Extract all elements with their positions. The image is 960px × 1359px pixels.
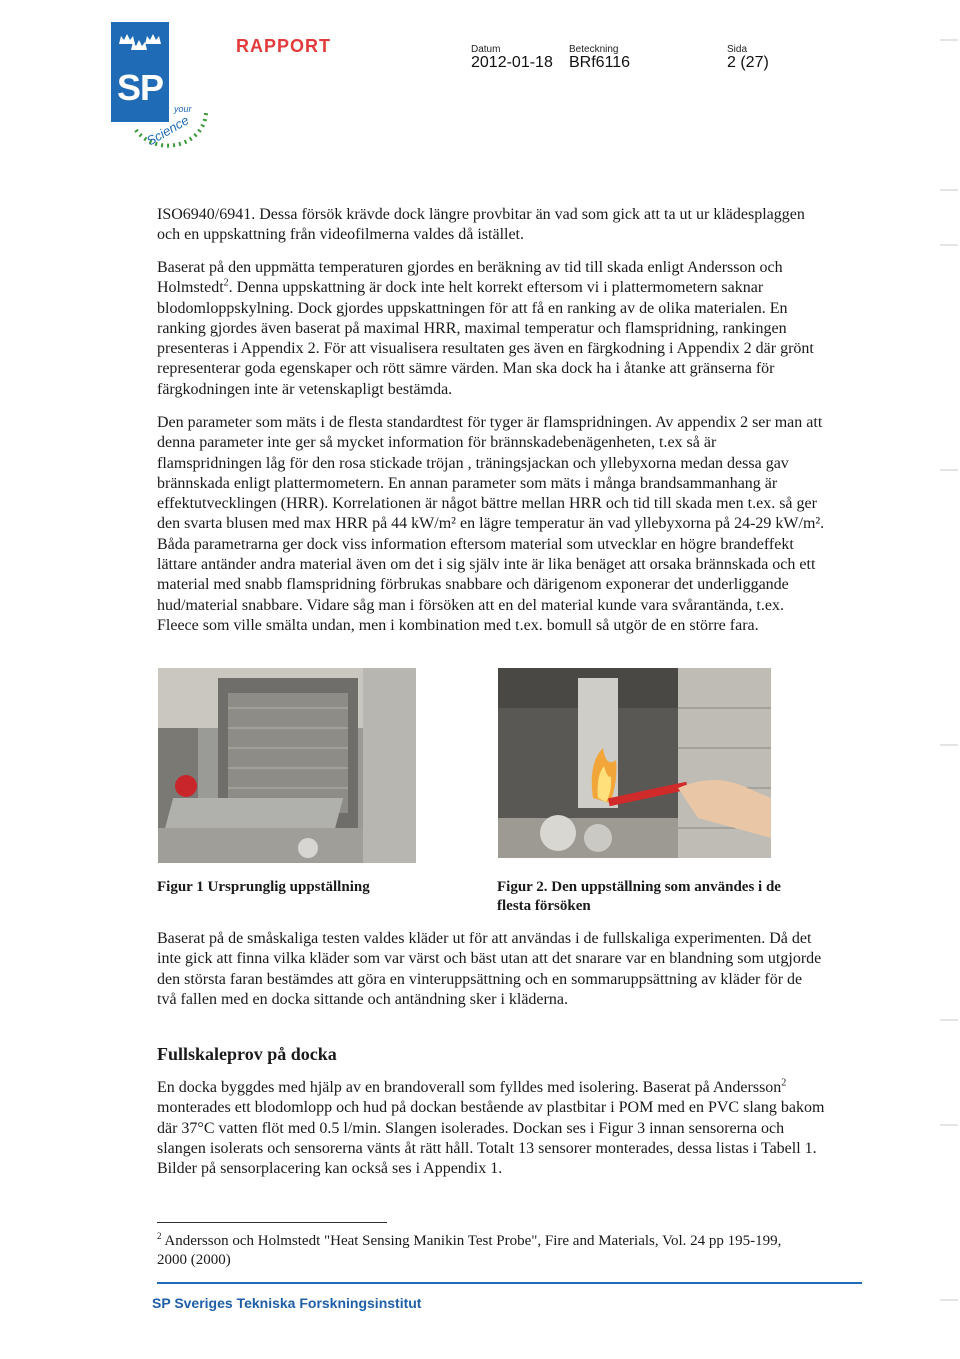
section-heading: Fullskaleprov på docka xyxy=(157,1044,337,1064)
science-partner-tagline-icon xyxy=(128,92,218,164)
footnote-ref: 2 xyxy=(781,1077,787,1089)
reference-label: Beteckning xyxy=(569,44,619,55)
footer-divider xyxy=(157,1282,862,1284)
footnote xyxy=(157,1232,807,1270)
page-number: 2 (27) xyxy=(727,54,769,71)
reference-value: BRf6116 xyxy=(569,54,631,71)
crowns-icon xyxy=(117,30,163,50)
svg-text:your: your xyxy=(174,104,192,114)
paragraph-5-part-a: En docka byggdes med hjälp av en brandoverall som fylldes med isolering. Baserat på Andersson xyxy=(157,1079,782,1096)
paragraph-3: Den parameter som mäts i de flesta standardtest för tyger är flamspridningen. Av appendix 2 ser man att denna parameter inte ger så mycket information för brännskadebenägenheten, t.ex så är flamspridningen låg för den rosa stickade tröjan , träningsjackan och yllebyxorna medan dessa gav brännskada enligt plattermometern. En annan parameter som mäts i många brandsammanhang är effektutvecklingen (HRR). Korrelationen är något bättre mellan HRR och tid till skada men t.ex. så ger den svarta blusen med max HRR på 44 kW/m² en lägre temperatur än vad yllebyxorna på 24-29 kW/m². Båda parametrarna ger dock viss information eftersom material som utvecklar en högre brandeffekt lättare antänder andra material även om det i sig själv inte är lika benäget att orsaka brännskada och ett material med snabb flamspridning förbrukas snabbare och därigenom exponerar det underliggande hud/material snabbare. Vidare såg man i försöken att en del material kunde vara svårantända, t.ex. Fleece som ville smälta undan, men i kombination med t.ex. bomull så utgör de en större fara. xyxy=(157,414,825,634)
paragraph-2-part-a: Baserat på den uppmätta temperaturen gjordes en beräkning av tid till skada enligt Andersson och Holmstedt xyxy=(157,259,783,297)
figure-1-caption: Figur 1 Ursprunglig uppställning xyxy=(157,879,370,895)
figure-2-caption: Figur 2. Den uppställning som användes i de flesta försöken xyxy=(497,879,781,914)
footnote-number: 2 xyxy=(157,1231,162,1241)
footnote-ref: 2 xyxy=(223,277,229,289)
paragraph-5-part-b: monterades ett blodomlopp och hud på dockan bestående av plastbitar i POM med en PVC slang bakom där 37°C vatten flöt med 0.5 l/min. Slangen isolerades. Dockan ses i Figur 3 innan sensorerna och slangen isolerats och sensorerna vänts åt rätt håll. Totalt 13 sensorer monterades, dessa listas i Tabell 1. Bilder på sensorplacering kan också ses i Appendix 1. xyxy=(157,1099,825,1178)
paragraph-4: Baserat på de småskaliga testen valdes kläder ut för att användas i de fullskaliga experimenten. Då det inte gick att finna vilka kläder som var värst och bäst utan att det snarare var en blandning som utgjorde den största faran bestämdes att göra en vinteruppsättning och en sommaruppsättning av kläder för de två fallen med en docka sittande och antändning sker i kläderna. xyxy=(157,930,822,1008)
scan-edge-marks xyxy=(930,0,960,1359)
footnote-text: Andersson och Holmstedt "Heat Sensing Manikin Test Probe", Fire and Materials, Vol. 24 pp 195-199, 2000 (2000) xyxy=(157,1233,782,1268)
paragraph-5 xyxy=(157,1078,825,1179)
document-type: RAPPORT xyxy=(236,36,332,56)
date-label: Datum xyxy=(471,44,501,55)
figure-2-photo xyxy=(498,668,771,858)
paragraph-2-part-b: . Denna uppskattning är dock inte helt korrekt eftersom vi i plattermometern saknar blodomloppskylning. Dock gjordes uppskattningen för att få en ranking av de olika materialen. En ranking gjordes även baserat på maximal HRR, maximal temperatur och flamspridning, rankingen presenteras i Appendix 2. För att visualisera resultaten ges även en färgkodning i Appendix 2 där grönt representerar goda egenskaper och rött sämre värden. Man ska dock ha i åtanke att gränserna för färgkodningen inte är vetenskapligt bestämda. xyxy=(157,279,814,398)
figure-1-photo xyxy=(158,668,416,863)
page-label: Sida xyxy=(727,44,748,55)
paragraph-2 xyxy=(157,258,825,400)
footnote-divider xyxy=(157,1222,387,1223)
date-value: 2012-01-18 xyxy=(471,54,553,71)
svg-text:Science: Science xyxy=(143,112,192,149)
footer-organization: SP Sveriges Tekniska Forskningsinstitut xyxy=(152,1295,422,1311)
logo-text: SP xyxy=(116,67,164,108)
paragraph-1: ISO6940/6941. Dessa försök krävde dock längre provbitar än vad som gick att ta ut ur klädesplaggen och en uppskattning från videofilmerna valdes då istället. xyxy=(157,206,805,244)
